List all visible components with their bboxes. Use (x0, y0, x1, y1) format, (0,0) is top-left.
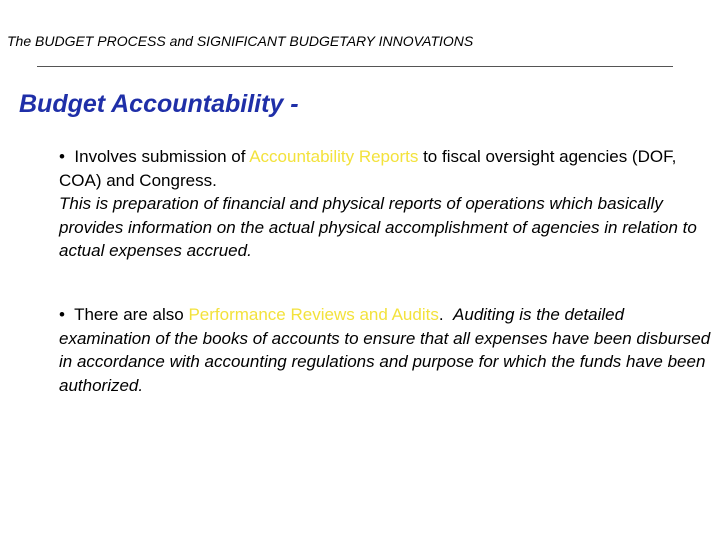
bullet-2-text-before: There are also (74, 305, 189, 324)
bullet-paragraph-1 (59, 145, 714, 263)
bullet-1-italic-text: This is preparation of financial and physical reports of operations which basically provides information on the actual physical accomplishment of agencies in relation to actual expenses accrued. (59, 194, 697, 260)
bullet-2-text-after: . (438, 305, 444, 324)
slide-title: Budget Accountability - (19, 90, 299, 118)
bullet-2-italic-text: Auditing is the detailed examination of the books of accounts to ensure that all expenses have been disbursed in accordance with accounting regulations and purpose for which the funds have been authorized. (59, 305, 711, 395)
bullet-1-text-before: Involves submission of (74, 147, 250, 166)
header-divider (37, 66, 673, 67)
bullet-1-text-after: to fiscal oversight agencies (DOF, COA) and Congress. (59, 147, 677, 190)
bullet-marker: • (59, 147, 65, 166)
header-title: The BUDGET PROCESS and SIGNIFICANT BUDGETARY INNOVATIONS (7, 33, 474, 49)
bullet-marker: • (59, 305, 65, 324)
bullet-paragraph-2 (59, 303, 714, 397)
performance-reviews-highlight: Performance Reviews and Audits (188, 305, 439, 324)
accountability-reports-highlight: Accountability Reports (249, 147, 419, 166)
